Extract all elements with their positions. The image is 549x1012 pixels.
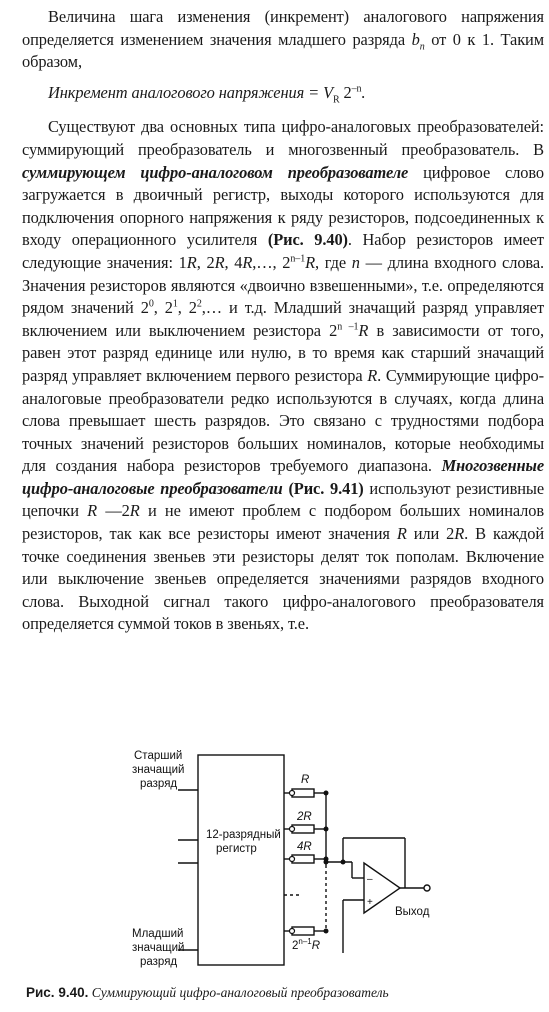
figure-summing-dac (0, 735, 549, 985)
paragraph-increment: Величина шага изменения (инкремент) аналогового напряжения определяется изменением значения младшего разряда $b_n$ от 0 к 1. Таким образом, (22, 7, 544, 72)
resistor-4r (292, 855, 314, 863)
lsb-label-line2: значащий (132, 942, 185, 954)
figure-ref-9-41: (Рис. 9.41) (288, 478, 364, 498)
register-block (198, 755, 284, 965)
label-4r: 4R (297, 841, 312, 853)
output-terminal (424, 885, 430, 891)
figure-ref-9-40: (Рис. 9.40) (267, 230, 348, 250)
label-r: R (301, 774, 310, 786)
lsb-label-line3: разряд (140, 956, 178, 968)
msb-label-line1: Старший (134, 750, 183, 762)
figure-caption (26, 985, 546, 1001)
svg-text:+: + (367, 897, 373, 908)
caption-text: Суммирующий цифро-аналоговый преобразователь (91, 985, 389, 1000)
output-label: Выход (395, 906, 430, 918)
register-label-line2: регистр (216, 843, 257, 855)
register-label-line1: 12-разрядный (206, 829, 281, 841)
label-2r: 2R (297, 811, 312, 823)
body-text (22, 6, 544, 636)
paragraph-dac-types: Существуют два основных типа цифро-аналоговых преобразователей: суммирующий преобразователь и многозвенный преобразователь. В суммирующем цифро-аналоговом преобразователе цифровое слово загружается в двоичный регистр, выходы которого используются для подключения опорного напряжения к ряду резисторов, подсоединенных к входу операционного усилителя (Рис. 9.40). Набор резисторов имеет следующие значения: 1R, 2R, 4R,…, 2$^{n-1}$R, где n — длина входного слова. Значения резисторов являются «двоично взвешенными», т.е. определяются рядом значений $2^0$, $2^1$, $2^2,\dots$ и т.д. Младший значащий разряд управляет включением или выключением резистора 2$^{n -1}$R в зависимости от того, равен этот разряд единице или нулю, в то время как старший значащий разряд управляет включением первого резистора R. Суммирующие цифро-аналоговые преобразователи редко используются в случаях, когда длина слова превышает шесть разрядов. Это связано с трудностями подбора точных значений резисторов больших номиналов, которые необходимы для создания набора резисторов требуемого диапазона. Многозвенные цифро-аналоговые преобразователи (Рис. 9.41) используют резистивные цепочки R —2R и не имеют проблем с подбором больших номиналов резисторов, так как все резисторы имеют значения R или 2R. В каждой точке соединения звеньев эти резисторы делят ток пополам. Включение или выключение звеньев определяется значениями разрядов входного слова. Выходной сигнал такого цифро-аналогового преобразователя определяется суммой токов в звеньях, т.е. (22, 117, 545, 634)
circuit-diagram (0, 735, 549, 985)
resistor-r (292, 789, 314, 797)
term-ladder-dac: Многозвенные цифро-аналоговые преобразователи (22, 456, 544, 498)
msb-label-line2: значащий (132, 764, 185, 776)
resistor-2r (292, 825, 314, 833)
term-summing-dac: суммирующем цифро-аналоговом преобразователе (22, 162, 409, 182)
increment-formula: Инкремент аналогового напряжения = $V_R$ $2^{-n}$. (48, 82, 366, 106)
resistor-2n-1r (292, 927, 314, 935)
lsb-label-line1: Младший (132, 928, 184, 940)
label-2n-1r: 2$^{n-1}$R (292, 937, 321, 952)
svg-text:–: – (367, 874, 373, 885)
caption-label: Рис. 9.40. (26, 985, 89, 1000)
msb-label-line3: разряд (140, 778, 178, 790)
